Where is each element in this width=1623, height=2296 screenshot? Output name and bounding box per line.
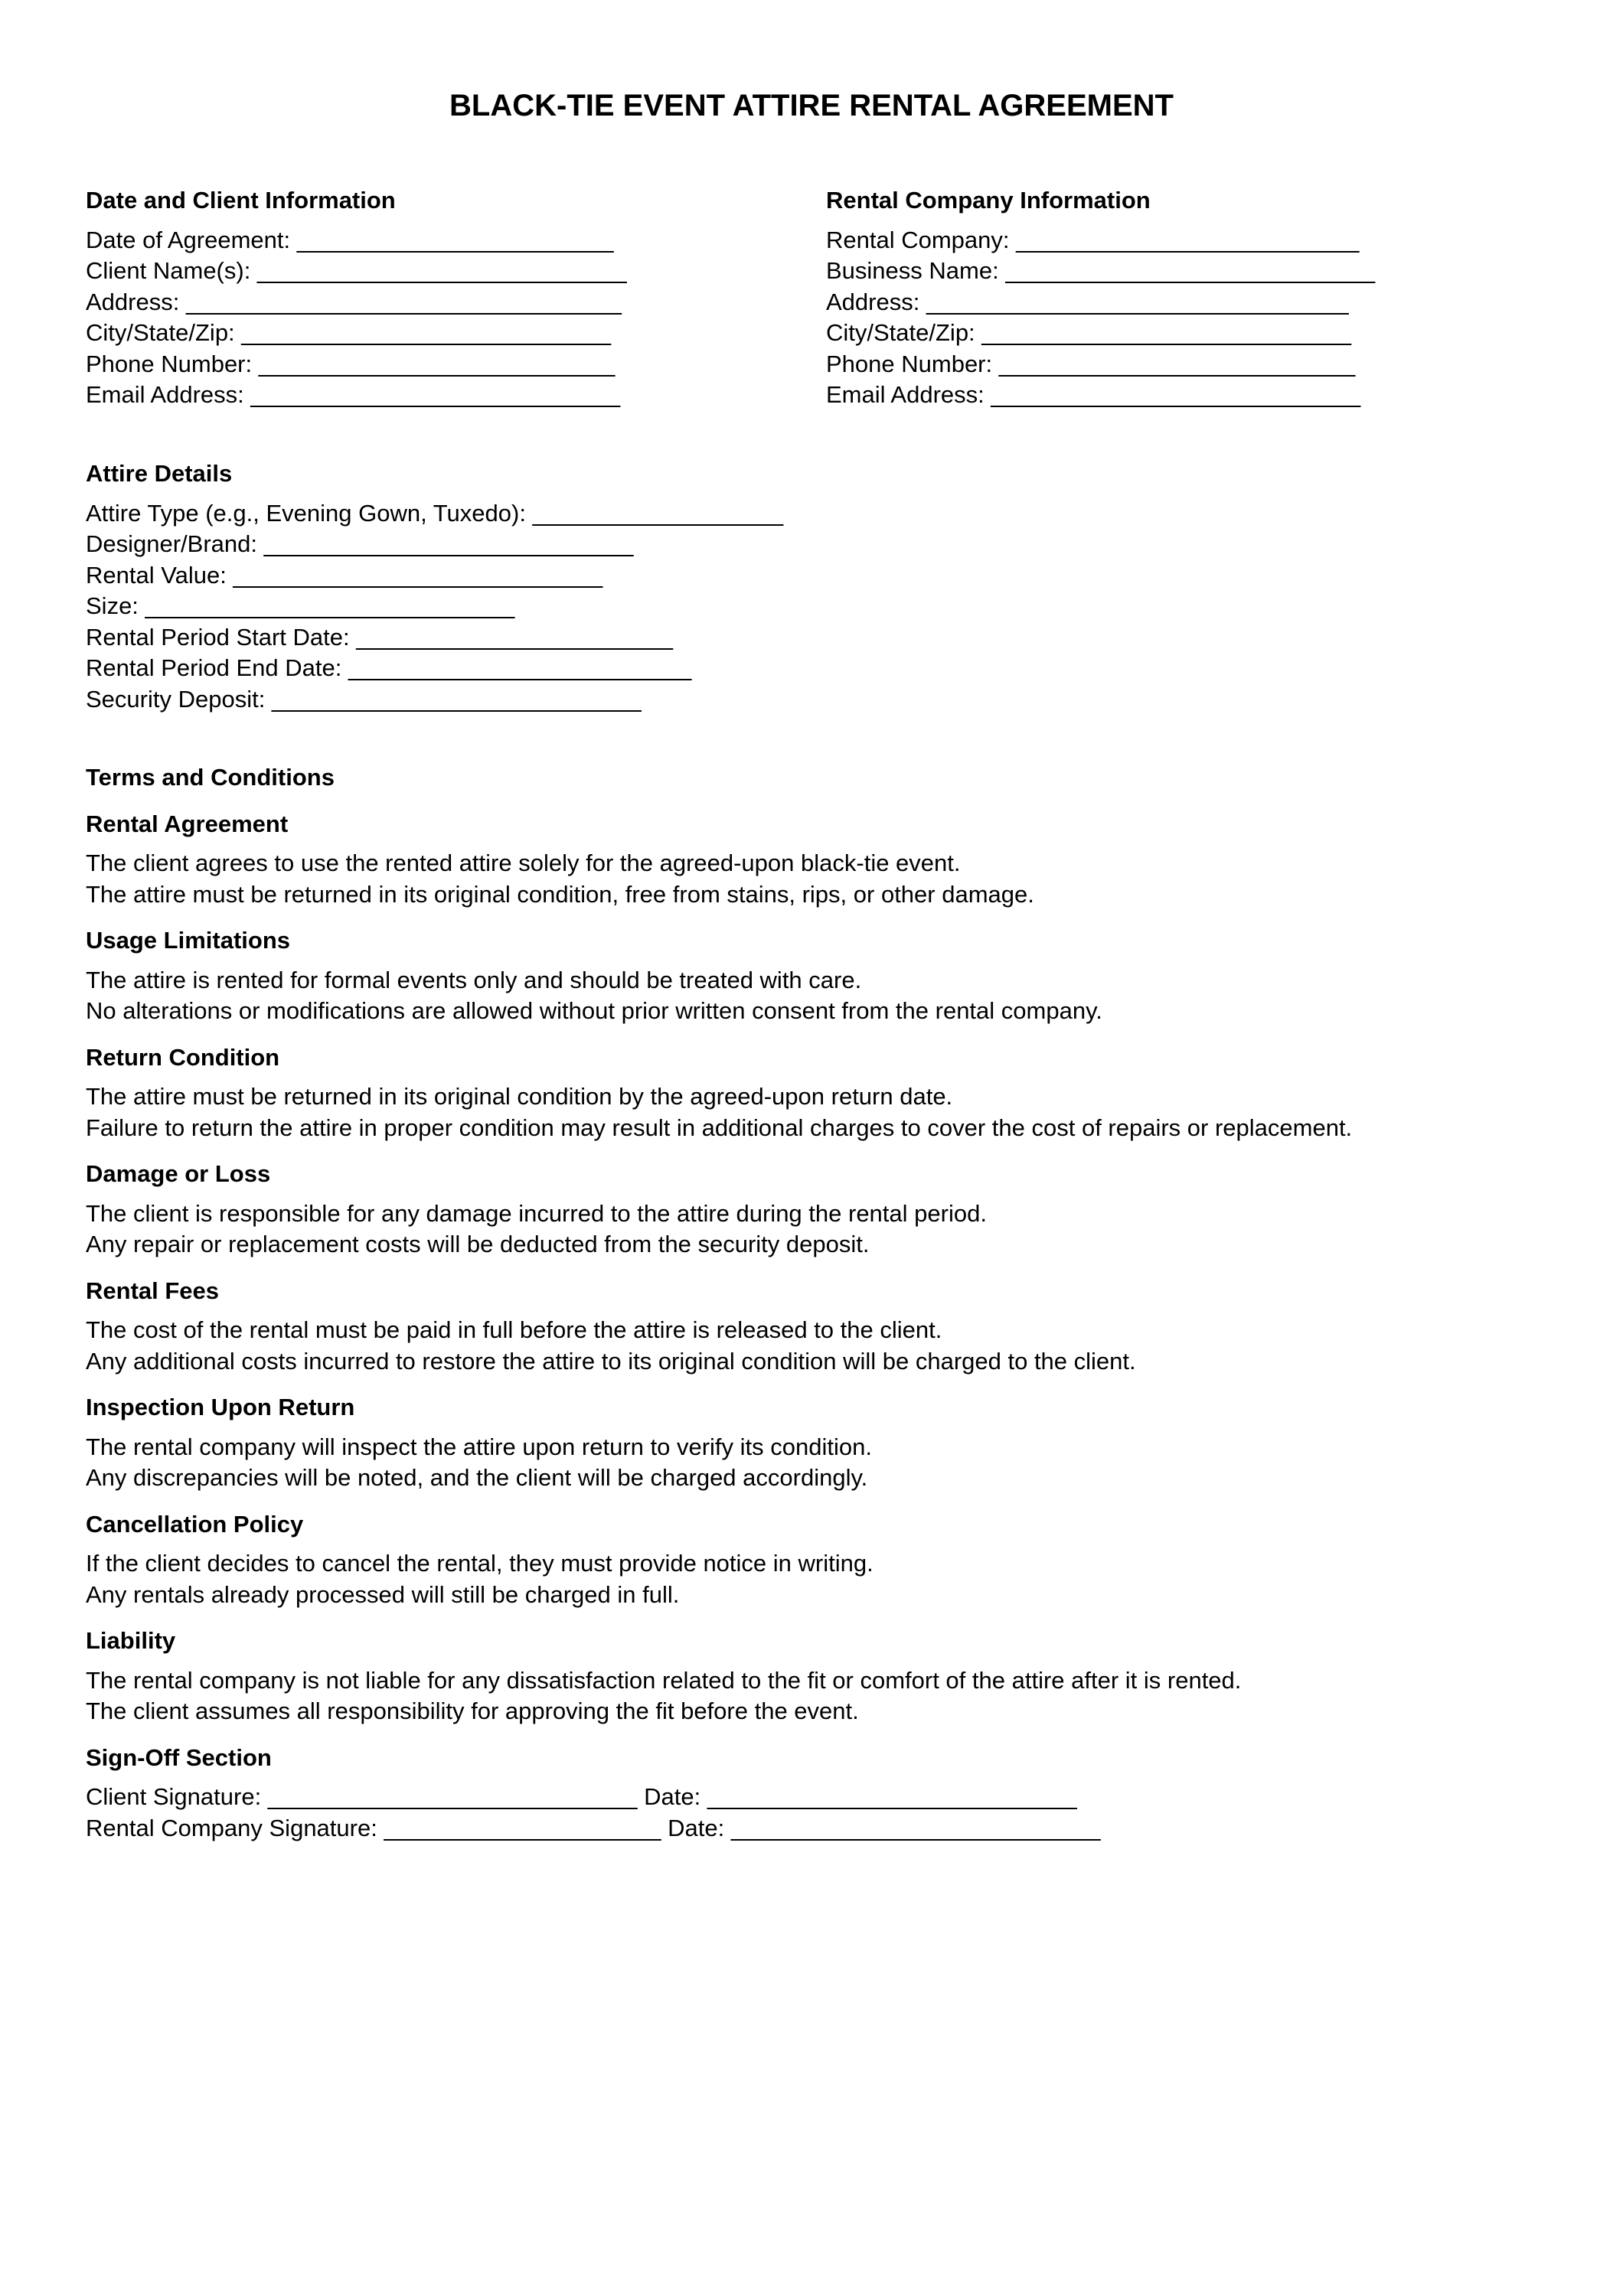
terms-rental-fees	[86, 1276, 1352, 1378]
terms-line: Any repair or replacement costs will be deducted from the security deposit.	[86, 1231, 870, 1257]
terms-line: Failure to return the attire in proper condition may result in additional charges to cover the cost of repairs or replacement.	[86, 1114, 1353, 1141]
terms-line: The client agrees to use the rented attire solely for the agreed-upon black-tie event.	[86, 850, 961, 876]
subsection-heading: Usage Limitations	[86, 927, 290, 954]
terms-usage-limitations	[86, 925, 1352, 1027]
terms-line: Any additional costs incurred to restore the attire to its original condition will be charged to the client.	[86, 1347, 1136, 1375]
company-email-field[interactable]: Email Address: ____________________________	[826, 381, 1361, 408]
terms-line: If the client decides to cancel the rental, they must provide notice in writing.	[86, 1550, 874, 1577]
company-signature-line[interactable]: Rental Company Signature: _____________________ Date: ____________________________	[86, 1814, 1101, 1841]
terms-inspection-upon-return	[86, 1392, 1352, 1494]
terms-line: The attire must be returned in its original condition by the agreed-upon return date.	[86, 1083, 953, 1110]
terms-line: The rental company is not liable for any dissatisfaction related to the fit or comfort of the attire after it is rented.	[86, 1666, 1242, 1694]
rental-company-field[interactable]: Rental Company: __________________________	[826, 226, 1360, 253]
section-heading: Attire Details	[86, 460, 233, 487]
business-name-field[interactable]: Business Name: ____________________________	[826, 257, 1376, 284]
terms-line: Any rentals already processed will still be charged in full.	[86, 1580, 680, 1608]
security-deposit-field[interactable]: Security Deposit: ____________________________	[86, 685, 642, 713]
terms-sign-off-section	[86, 1743, 1352, 1844]
rental-value-field[interactable]: Rental Value: ____________________________	[86, 561, 603, 589]
subsection-heading: Cancellation Policy	[86, 1510, 304, 1538]
client-phone-field[interactable]: Phone Number: ___________________________	[86, 350, 616, 377]
client-city-state-zip-field[interactable]: City/State/Zip: ____________________________	[86, 319, 612, 346]
client-info-section	[86, 185, 627, 411]
subsection-heading: Rental Agreement	[86, 810, 289, 837]
subsection-heading: Sign-Off Section	[86, 1743, 272, 1771]
terms-line: No alterations or modifications are allowed without prior written consent from the rental company.	[86, 997, 1102, 1024]
terms-line: The cost of the rental must be paid in full before the attire is released to the client.	[86, 1316, 942, 1343]
section-heading: Terms and Conditions	[86, 764, 335, 791]
client-name-field[interactable]: Client Name(s): ____________________________	[86, 257, 627, 284]
date-of-agreement-field[interactable]: Date of Agreement: ________________________	[86, 226, 614, 253]
subsection-heading: Liability	[86, 1627, 176, 1654]
terms-damage-or-loss	[86, 1159, 1352, 1261]
attire-details-section	[86, 458, 783, 715]
company-info-section	[826, 185, 1375, 411]
client-email-field[interactable]: Email Address: ____________________________	[86, 381, 621, 408]
client-signature-line[interactable]: Client Signature: ____________________________ Date: ____________________________	[86, 1783, 1077, 1810]
terms-section	[86, 762, 1352, 1844]
company-city-state-zip-field[interactable]: City/State/Zip: ____________________________	[826, 319, 1352, 346]
terms-rental-agreement	[86, 809, 1352, 911]
company-address-field[interactable]: Address: ________________________________	[826, 288, 1349, 315]
terms-cancellation-policy	[86, 1509, 1352, 1611]
company-phone-field[interactable]: Phone Number: ___________________________	[826, 350, 1356, 377]
terms-line: The attire is rented for formal events only and should be treated with care.	[86, 966, 862, 993]
section-heading: Rental Company Information	[826, 187, 1151, 214]
terms-line: Any discrepancies will be noted, and the client will be charged accordingly.	[86, 1464, 868, 1491]
terms-liability	[86, 1626, 1352, 1727]
designer-brand-field[interactable]: Designer/Brand: ____________________________	[86, 530, 634, 557]
document-title: BLACK-TIE EVENT ATTIRE RENTAL AGREEMENT	[449, 89, 1174, 122]
subsection-heading: Rental Fees	[86, 1277, 220, 1304]
terms-line: The rental company will inspect the attire upon return to verify its condition.	[86, 1433, 872, 1460]
subsection-heading: Inspection Upon Return	[86, 1394, 355, 1420]
size-field[interactable]: Size: ____________________________	[86, 592, 515, 619]
terms-line: The attire must be returned in its original condition, free from stains, rips, or other damage.	[86, 880, 1034, 908]
end-date-field[interactable]: Rental Period End Date: __________________________	[86, 654, 692, 681]
start-date-field[interactable]: Rental Period Start Date: ________________________	[86, 623, 674, 651]
terms-return-condition	[86, 1042, 1352, 1144]
subsection-heading: Damage or Loss	[86, 1160, 271, 1187]
section-heading: Date and Client Information	[86, 187, 396, 214]
attire-type-field[interactable]: Attire Type (e.g., Evening Gown, Tuxedo): ___________________	[86, 499, 784, 527]
subsection-heading: Return Condition	[86, 1043, 280, 1071]
terms-line: The client is responsible for any damage incurred to the attire during the rental period.	[86, 1199, 987, 1227]
terms-line: The client assumes all responsibility for approving the fit before the event.	[86, 1698, 859, 1724]
client-address-field[interactable]: Address: _________________________________	[86, 288, 622, 315]
